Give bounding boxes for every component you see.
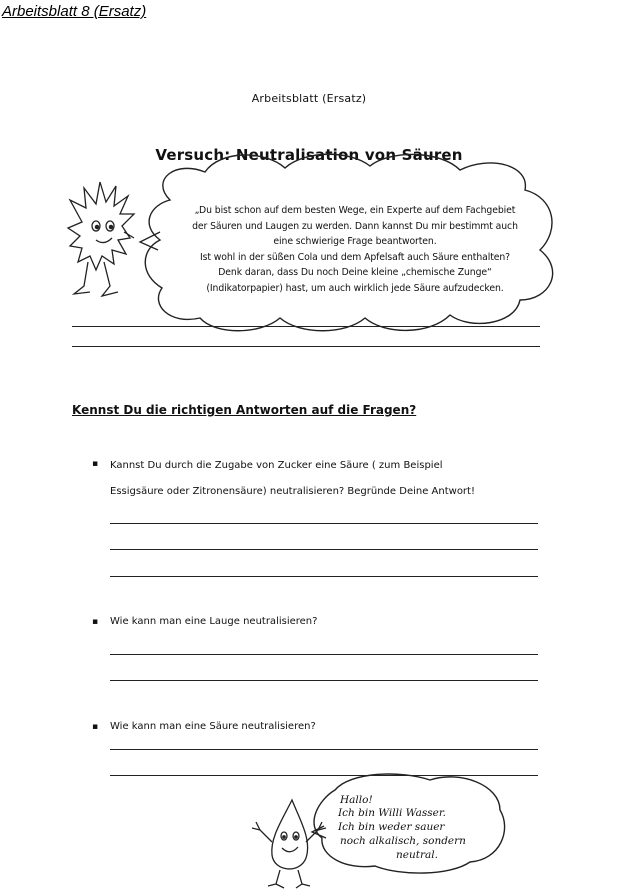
question-line: Wie kann man eine Säure neutralisieren? <box>110 721 316 732</box>
answer-line[interactable] <box>110 680 538 681</box>
willi-line: neutral. <box>396 849 438 861</box>
intro-line: eine schwierige Frage beantworten. <box>273 236 437 247</box>
worksheet-label: Arbeitsblatt (Ersatz) <box>251 92 367 105</box>
willi-line: Ich bin Willi Wasser. <box>338 807 447 819</box>
bullet-marker: ▪ <box>92 459 99 469</box>
willi-line: Hallo! <box>340 794 373 806</box>
answer-line[interactable] <box>110 523 538 524</box>
intro-line: der Säuren und Laugen zu werden. Dann kannst Du mir bestimmt auch <box>192 220 518 232</box>
answer-line[interactable] <box>110 654 538 655</box>
willi-line: Ich bin weder sauer <box>338 821 445 833</box>
answer-line[interactable] <box>110 749 538 750</box>
intro-line: „Du bist schon auf dem besten Wege, ein Experte auf dem Fachgebiet <box>194 205 516 216</box>
willi-line: noch alkalisch, sondern <box>340 835 466 847</box>
question-line: Wie kann man eine Lauge neutralisieren? <box>110 616 318 627</box>
writing-line[interactable] <box>72 346 540 347</box>
bullet-marker: ▪ <box>92 617 99 627</box>
answer-line[interactable] <box>110 576 538 577</box>
intro-bubble-text <box>165 203 545 296</box>
writing-line[interactable] <box>72 326 540 327</box>
question-1-text <box>110 453 475 505</box>
intro-line: Denk daran, dass Du noch Deine kleine „chemische Zunge“ <box>218 267 492 278</box>
answer-line[interactable] <box>110 775 538 776</box>
question-line: Essigsäure oder Zitronensäure) neutralisieren? Begründe Deine Antwort! <box>110 486 475 497</box>
section-heading: Kennst Du die richtigen Antworten auf die Fragen? <box>72 403 417 417</box>
question-2-text <box>110 609 317 635</box>
intro-line: (Indikatorpapier) hast, um auch wirklich jede Säure aufzudecken. <box>206 282 504 294</box>
question-line: Kannst Du durch die Zugabe von Zucker eine Säure ( zum Beispiel <box>110 460 443 471</box>
bullet-marker: ▪ <box>92 722 99 732</box>
page-title: Versuch: Neutralisation von Säuren <box>155 146 463 164</box>
intro-line: Ist wohl in der süßen Cola und dem Apfelsaft auch Säure enthalten? <box>199 251 511 263</box>
spiky-character-icon <box>68 182 134 296</box>
worksheet-header-note: Arbeitsblatt 8 (Ersatz) <box>2 3 147 20</box>
question-3-text <box>110 714 316 740</box>
answer-line[interactable] <box>110 549 538 550</box>
